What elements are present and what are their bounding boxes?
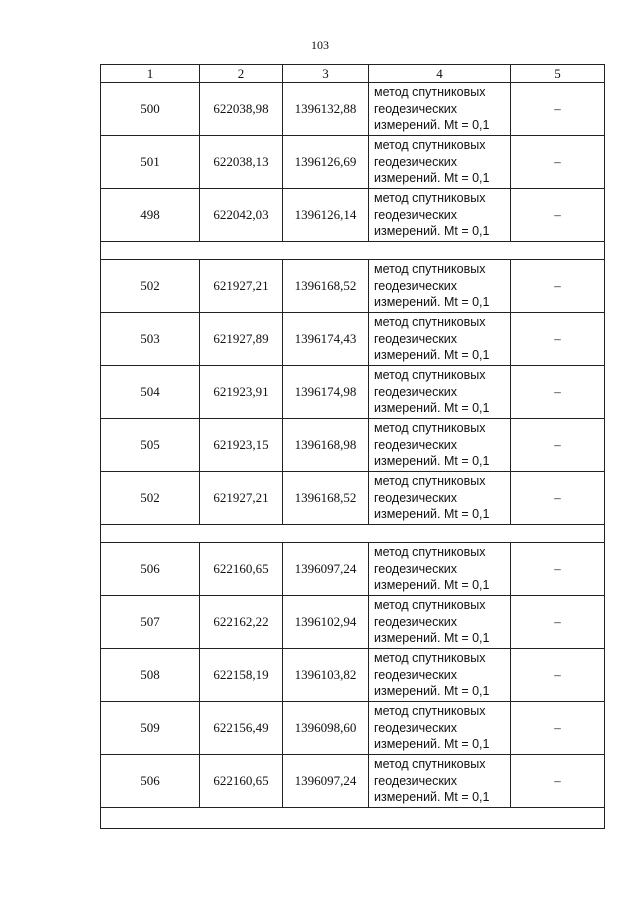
method-line: метод спутниковых bbox=[374, 191, 486, 206]
method-line: метод спутниковых bbox=[374, 598, 486, 613]
method-line: метод спутниковых bbox=[374, 757, 486, 772]
table-body bbox=[101, 83, 605, 829]
point-number: 502 bbox=[101, 260, 200, 313]
y-coordinate: 1396102,94 bbox=[283, 596, 369, 649]
method-line: геодезических bbox=[374, 207, 458, 222]
x-coordinate: 621923,91 bbox=[200, 366, 283, 419]
description-cell: – bbox=[511, 260, 605, 313]
y-coordinate: 1396103,82 bbox=[283, 649, 369, 702]
description-cell: – bbox=[511, 596, 605, 649]
table-row bbox=[101, 260, 605, 313]
method-line: метод спутниковых bbox=[374, 651, 486, 666]
x-coordinate: 622038,13 bbox=[200, 136, 283, 189]
method-line: метод спутниковых bbox=[374, 368, 486, 383]
description-cell: – bbox=[511, 472, 605, 525]
y-coordinate: 1396174,98 bbox=[283, 366, 369, 419]
method-line: геодезических bbox=[374, 154, 458, 169]
table-row bbox=[101, 702, 605, 755]
determination-method bbox=[369, 419, 511, 472]
y-coordinate: 1396126,14 bbox=[283, 189, 369, 242]
description-cell: – bbox=[511, 543, 605, 596]
description-cell: – bbox=[511, 649, 605, 702]
determination-method bbox=[369, 543, 511, 596]
table-row bbox=[101, 189, 605, 242]
determination-method bbox=[369, 313, 511, 366]
method-line: геодезических bbox=[374, 331, 458, 346]
description-cell: – bbox=[511, 419, 605, 472]
determination-method bbox=[369, 189, 511, 242]
description-cell: – bbox=[511, 136, 605, 189]
description-cell: – bbox=[511, 366, 605, 419]
method-line: геодезических bbox=[374, 614, 458, 629]
point-number: 507 bbox=[101, 596, 200, 649]
point-number: 506 bbox=[101, 543, 200, 596]
description-cell: – bbox=[511, 755, 605, 808]
description-cell: – bbox=[511, 702, 605, 755]
determination-method bbox=[369, 366, 511, 419]
page-number: 103 bbox=[311, 38, 329, 52]
x-coordinate: 622160,65 bbox=[200, 543, 283, 596]
table-row bbox=[101, 543, 605, 596]
method-line: геодезических bbox=[374, 490, 458, 505]
y-coordinate: 1396174,43 bbox=[283, 313, 369, 366]
method-line: метод спутниковых bbox=[374, 85, 486, 100]
determination-method bbox=[369, 472, 511, 525]
determination-method bbox=[369, 702, 511, 755]
determination-method bbox=[369, 649, 511, 702]
point-number: 508 bbox=[101, 649, 200, 702]
point-number: 498 bbox=[101, 189, 200, 242]
table-row bbox=[101, 83, 605, 136]
method-line: геодезических bbox=[374, 720, 458, 735]
method-line: геодезических bbox=[374, 101, 458, 116]
method-line: измерений. Mt = 0,1 bbox=[374, 631, 490, 646]
contour-separator-row bbox=[101, 525, 605, 543]
y-coordinate: 1396168,98 bbox=[283, 419, 369, 472]
method-line: измерений. Mt = 0,1 bbox=[374, 454, 490, 469]
method-line: измерений. Mt = 0,1 bbox=[374, 507, 490, 522]
contour-separator-row bbox=[101, 808, 605, 829]
coordinates-table bbox=[100, 64, 605, 829]
description-cell: – bbox=[511, 189, 605, 242]
method-line: метод спутниковых bbox=[374, 315, 486, 330]
separator-cell bbox=[101, 525, 605, 543]
method-line: измерений. Mt = 0,1 bbox=[374, 224, 490, 239]
column-header-2: 2 bbox=[200, 65, 283, 83]
method-line: измерений. Mt = 0,1 bbox=[374, 171, 490, 186]
separator-cell bbox=[101, 242, 605, 260]
y-coordinate: 1396168,52 bbox=[283, 472, 369, 525]
point-number: 500 bbox=[101, 83, 200, 136]
x-coordinate: 622160,65 bbox=[200, 755, 283, 808]
y-coordinate: 1396098,60 bbox=[283, 702, 369, 755]
method-line: измерений. Mt = 0,1 bbox=[374, 790, 490, 805]
table-row bbox=[101, 366, 605, 419]
x-coordinate: 621927,21 bbox=[200, 472, 283, 525]
determination-method bbox=[369, 260, 511, 313]
table-row bbox=[101, 596, 605, 649]
method-line: измерений. Mt = 0,1 bbox=[374, 348, 490, 363]
method-line: метод спутниковых bbox=[374, 704, 486, 719]
x-coordinate: 622162,22 bbox=[200, 596, 283, 649]
method-line: метод спутниковых bbox=[374, 474, 486, 489]
method-line: измерений. Mt = 0,1 bbox=[374, 684, 490, 699]
table-row bbox=[101, 472, 605, 525]
point-number: 504 bbox=[101, 366, 200, 419]
x-coordinate: 622158,19 bbox=[200, 649, 283, 702]
description-cell: – bbox=[511, 83, 605, 136]
column-header-1: 1 bbox=[101, 65, 200, 83]
y-coordinate: 1396132,88 bbox=[283, 83, 369, 136]
x-coordinate: 621927,21 bbox=[200, 260, 283, 313]
method-line: измерений. Mt = 0,1 bbox=[374, 295, 490, 310]
x-coordinate: 621927,89 bbox=[200, 313, 283, 366]
method-line: метод спутниковых bbox=[374, 262, 486, 277]
table-row bbox=[101, 313, 605, 366]
method-line: геодезических bbox=[374, 278, 458, 293]
column-header-3: 3 bbox=[283, 65, 369, 83]
y-coordinate: 1396097,24 bbox=[283, 755, 369, 808]
determination-method bbox=[369, 755, 511, 808]
method-line: измерений. Mt = 0,1 bbox=[374, 118, 490, 133]
table-row bbox=[101, 649, 605, 702]
method-line: геодезических bbox=[374, 384, 458, 399]
point-number: 501 bbox=[101, 136, 200, 189]
y-coordinate: 1396097,24 bbox=[283, 543, 369, 596]
contour-separator-row bbox=[101, 242, 605, 260]
column-header-5: 5 bbox=[511, 65, 605, 83]
x-coordinate: 622156,49 bbox=[200, 702, 283, 755]
method-line: геодезических bbox=[374, 561, 458, 576]
table-row bbox=[101, 419, 605, 472]
method-line: геодезических bbox=[374, 773, 458, 788]
point-number: 505 bbox=[101, 419, 200, 472]
determination-method bbox=[369, 596, 511, 649]
method-line: измерений. Mt = 0,1 bbox=[374, 737, 490, 752]
method-line: метод спутниковых bbox=[374, 545, 486, 560]
point-number: 509 bbox=[101, 702, 200, 755]
x-coordinate: 622042,03 bbox=[200, 189, 283, 242]
column-header-4: 4 bbox=[369, 65, 511, 83]
header-row bbox=[101, 65, 605, 83]
point-number: 502 bbox=[101, 472, 200, 525]
description-cell: – bbox=[511, 313, 605, 366]
method-line: геодезических bbox=[374, 437, 458, 452]
method-line: измерений. Mt = 0,1 bbox=[374, 401, 490, 416]
point-number: 506 bbox=[101, 755, 200, 808]
point-number: 503 bbox=[101, 313, 200, 366]
y-coordinate: 1396168,52 bbox=[283, 260, 369, 313]
separator-cell bbox=[101, 808, 605, 829]
x-coordinate: 621923,15 bbox=[200, 419, 283, 472]
method-line: геодезических bbox=[374, 667, 458, 682]
method-line: метод спутниковых bbox=[374, 421, 486, 436]
table-row bbox=[101, 755, 605, 808]
determination-method bbox=[369, 83, 511, 136]
determination-method bbox=[369, 136, 511, 189]
method-line: измерений. Mt = 0,1 bbox=[374, 578, 490, 593]
x-coordinate: 622038,98 bbox=[200, 83, 283, 136]
method-line: метод спутниковых bbox=[374, 138, 486, 153]
table-row bbox=[101, 136, 605, 189]
y-coordinate: 1396126,69 bbox=[283, 136, 369, 189]
